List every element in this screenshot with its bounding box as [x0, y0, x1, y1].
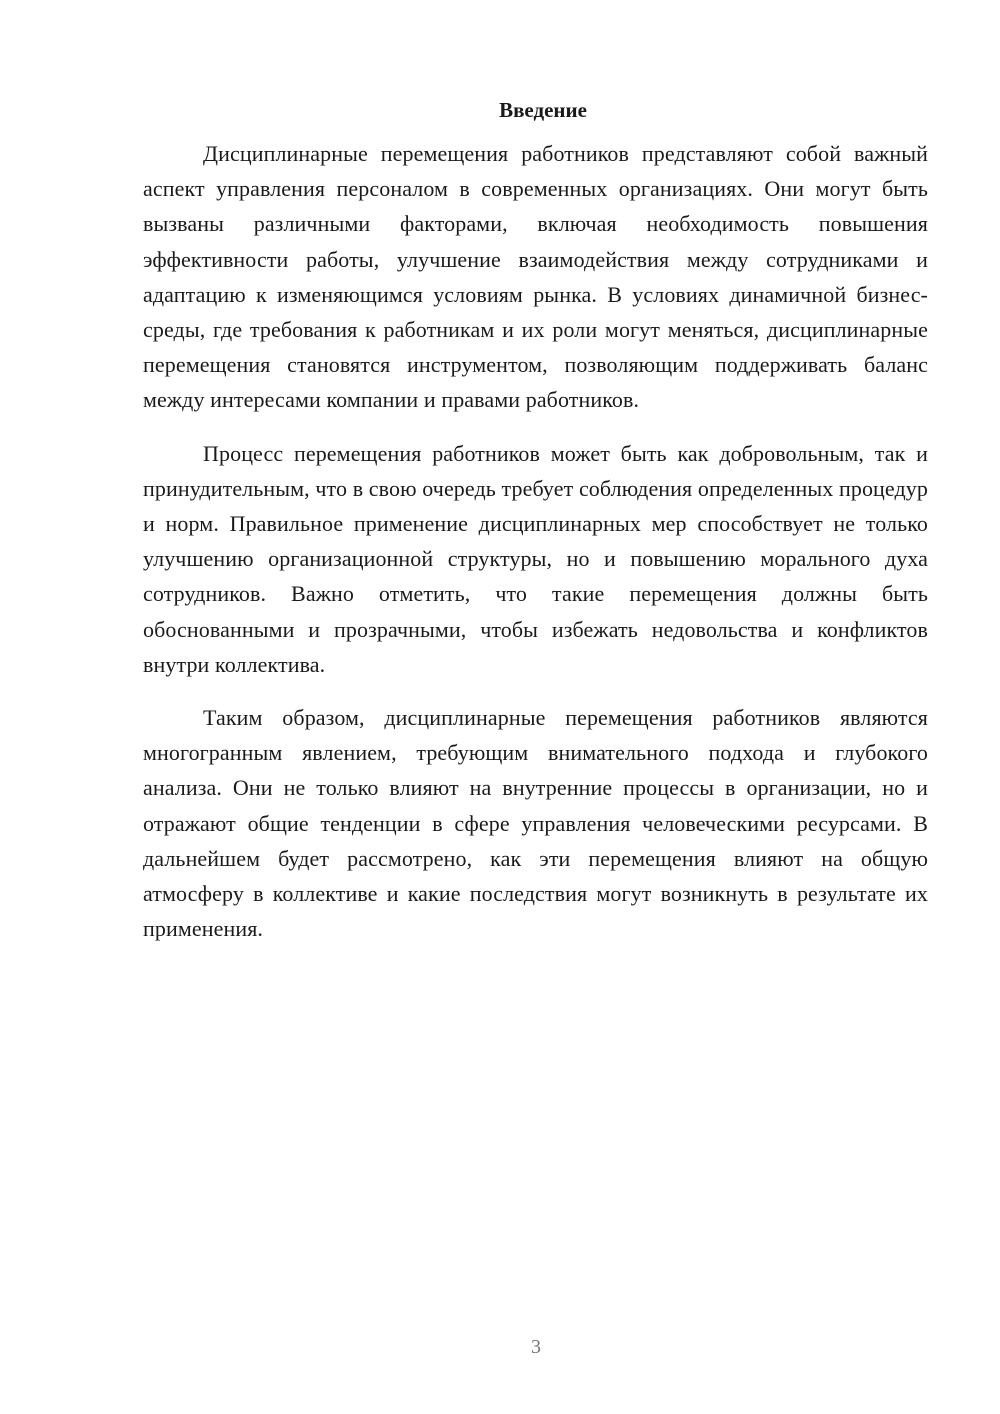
page-content: [143, 94, 928, 964]
paragraph-2: Процесс перемещения работников может быть как добровольным, так и принудительным, что в свою очередь требует соблюдения определенных процедур и норм. Правильное применение дисциплинарных мер способствует не только улучшению организационной структуры, но и повышению морального духа сотрудников. Важно отметить, что такие перемещения должны быть обоснованными и прозрачными, чтобы избежать недовольства и конфликтов внутри коллектива.: [143, 440, 928, 677]
paragraph-1: Дисциплинарные перемещения работников представляют собой важный аспект управления персоналом в современных организациях. Они могут быть вызваны различными факторами, включая необходимость повышения эффективности работы, улучшение взаимодействия между сотрудниками и адаптацию к изменяющимся условиям рынка. В условиях динамичной бизнес-среды, где требования к работникам и их роли могут меняться, дисциплинарные перемещения становятся инструментом, позволяющим поддерживать баланс между интересами компании и правами работников.: [143, 141, 928, 413]
page-number: 3: [531, 1336, 541, 1358]
paragraph-3: Таким образом, дисциплинарные перемещения работников являются многогранным явлением, требующим внимательного подхода и глубокого анализа. Они не только влияют на внутренние процессы в организации, но и отражают общие тенденции в сфере управления человеческими ресурсами. В дальнейшем будет рассмотрено, как эти перемещения влияют на общую атмосферу в коллективе и какие последствия могут возникнуть в результате их применения.: [143, 705, 928, 942]
section-title: Введение: [499, 98, 587, 122]
